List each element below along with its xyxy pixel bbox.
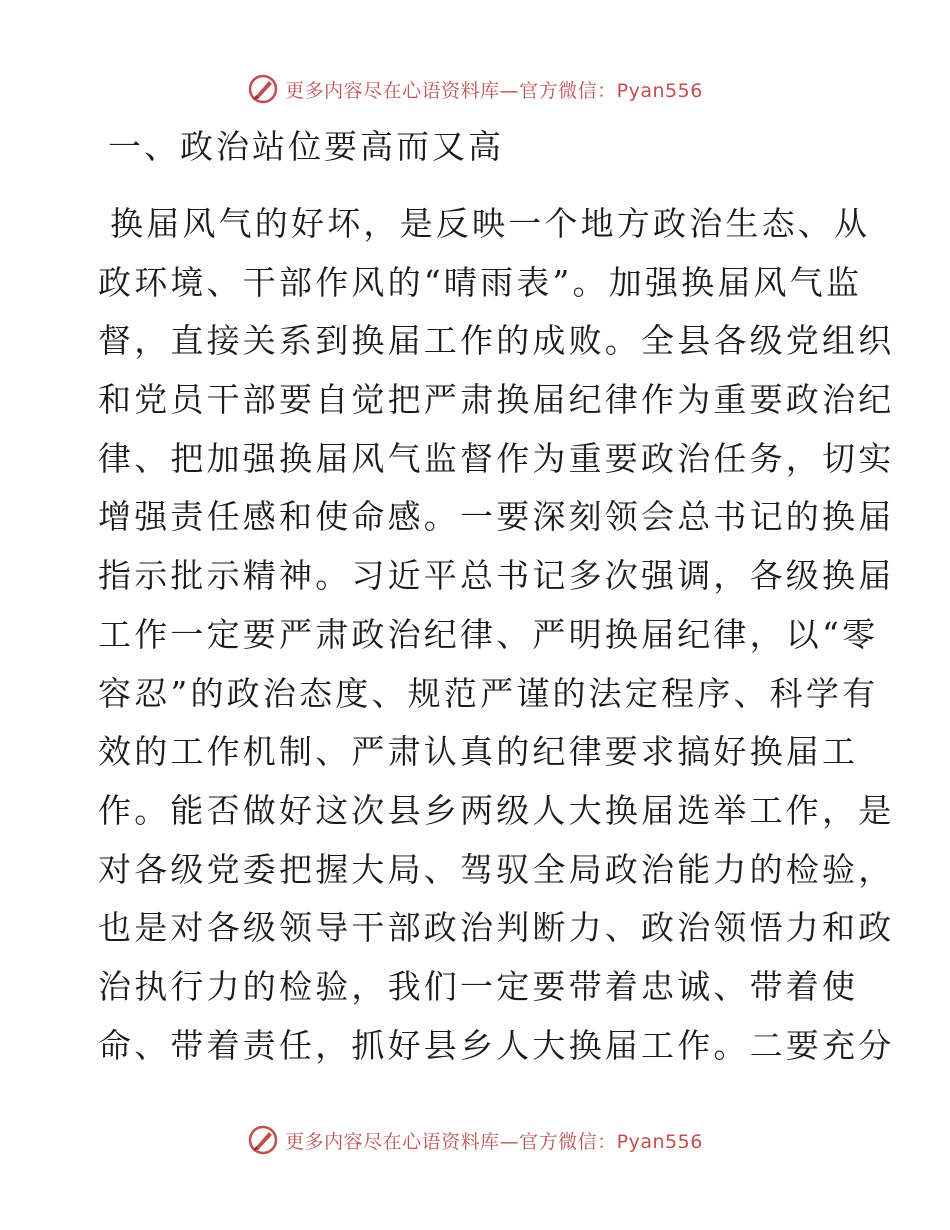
section-heading: 一、政治站位要高而又高: [108, 127, 504, 166]
text-line: 也是对各级领导干部政治判断力、政治领悟力和政: [98, 908, 895, 948]
text-line: 和党员干部要自觉把严肃换届纪律作为重要政治纪: [98, 380, 895, 420]
text-line: 作。能否做好这次县乡两级人大换届选举工作，是: [98, 790, 895, 830]
text-line: 对各级党委把握大局、驾驭全局政治能力的检验，: [98, 849, 895, 889]
text-line: 容忍”的政治态度、规范严谨的法定程序、科学有: [98, 673, 879, 713]
text-line: 政环境、干部作风的“晴雨表”。加强换届风气监: [98, 262, 863, 302]
text-line: 督，直接关系到换届工作的成败。全县各级党组织: [98, 321, 895, 361]
text-line: 治执行力的检验，我们一定要带着忠诚、带着使: [98, 966, 859, 1006]
text-line: 律、把加强换届风气监督作为重要政治任务，切实: [98, 438, 895, 478]
text-line: 指示批示精神。习近平总书记多次强调，各级换届: [98, 556, 895, 596]
text-line: 增强责任感和使命感。一要深刻领会总书记的换届: [98, 497, 895, 537]
footer-watermark: [0, 1123, 950, 1157]
text-line: 工作一定要严肃政治纪律、严明换届纪律，以“零: [98, 614, 879, 654]
text-line: 命、带着责任，抓好县乡人大换届工作。二要充分: [98, 1025, 895, 1065]
watermark-text: 更多内容尽在心语资料库—官方微信：Pyan556: [285, 79, 703, 102]
header-watermark: [0, 72, 950, 106]
watermark-text: 更多内容尽在心语资料库—官方微信：Pyan556: [285, 1130, 703, 1153]
quill-logo-icon: [247, 73, 279, 105]
body-paragraph: [98, 195, 895, 1075]
quill-logo-icon: [247, 1124, 279, 1156]
text-line: 效的工作机制、严肃认真的纪律要求搞好换届工: [98, 732, 859, 772]
text-line: 换届风气的好坏，是反映一个地方政治生态、从: [110, 204, 871, 243]
